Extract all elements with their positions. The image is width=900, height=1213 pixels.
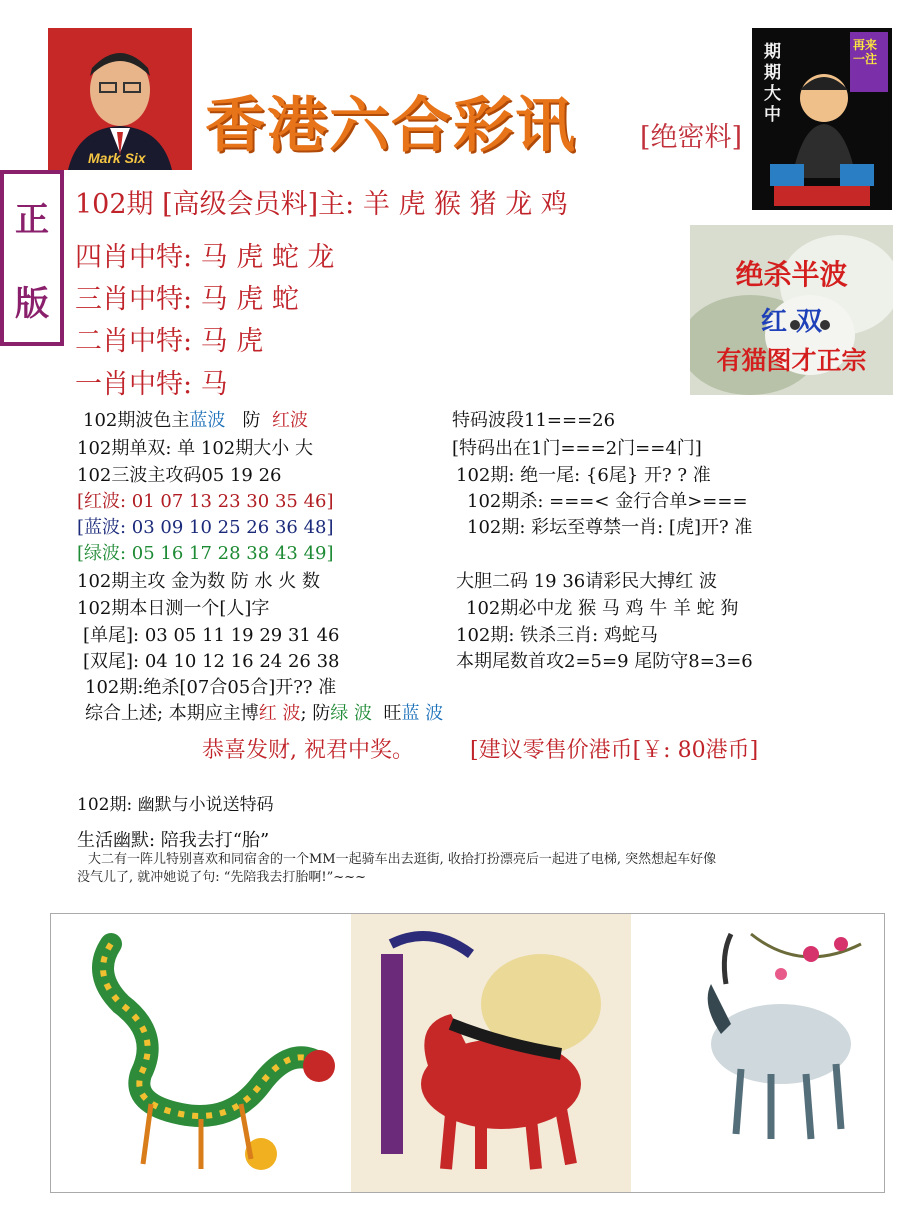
odd-even-line: 102期单双: 单 102期大小 大 xyxy=(77,438,313,459)
cat-banner-line-3: 有猫图才正宗 xyxy=(716,346,867,375)
special-range-line: 特码波段11===26 xyxy=(452,410,616,431)
goat-painting-image xyxy=(631,914,885,1192)
double-tail-line: [双尾]: 04 10 12 16 24 26 38 xyxy=(83,651,340,672)
character-line: 102期本日测一个[人]字 xyxy=(77,598,270,619)
summary-line xyxy=(85,699,443,725)
cat-banner xyxy=(690,225,893,395)
summary-green: 绿 波 xyxy=(330,703,373,724)
wave-guard: 红波 xyxy=(271,410,308,431)
page-subtitle: [绝密料] xyxy=(640,122,743,153)
joke-body-2: 没气儿了, 就冲她说了句: “先陪我去打胎啊!”~~~ xyxy=(77,870,366,885)
authentic-badge xyxy=(0,170,64,346)
horse-papercut-image xyxy=(351,914,631,1192)
bold-two-codes-line: 大胆二码 19 36请彩民大搏红 波 xyxy=(456,571,717,592)
photo-caption: Mark Six xyxy=(88,150,146,166)
main-zodiac-line: 102期 [高级会员料]主: 羊 虎 猴 猪 龙 鸡 xyxy=(75,189,568,220)
blue-wave-numbers: [蓝波: 03 09 10 25 26 36 48] xyxy=(77,517,334,538)
summary-mid2: 旺 xyxy=(372,703,402,724)
cat-banner-line-2: 红 双 xyxy=(760,307,823,337)
summary-mid: ; 防 xyxy=(300,703,331,724)
wave-main: 蓝波 xyxy=(189,410,226,431)
mascot-image xyxy=(752,28,892,210)
wave-mid: 防 xyxy=(225,410,272,431)
joke-heading: 102期: 幽默与小说送特码 xyxy=(77,795,274,815)
mascot-caption: 期期大中 xyxy=(764,42,781,125)
four-zodiac-line: 四肖中特: 马 虎 蛇 龙 xyxy=(75,242,335,273)
special-door-line: [特码出在1门===2门==4门] xyxy=(452,438,702,459)
wave-prefix: 102期波色主 xyxy=(83,410,190,431)
iron-kill-line: 102期: 铁杀三肖: 鸡蛇马 xyxy=(456,625,658,646)
price-text: [建议零售价港币[￥: 80港币] xyxy=(470,738,759,763)
one-zodiac-line: 一肖中特: 马 xyxy=(75,369,228,400)
zodiac-image-strip xyxy=(50,913,885,1193)
summary-red: 红 波 xyxy=(258,703,301,724)
mascot-badge: 再来一注 xyxy=(853,38,878,66)
summary-prefix: 综合上述; 本期应主博 xyxy=(85,703,259,724)
badge-char-2: 版 xyxy=(15,283,49,324)
kill-element-line: 102期杀: ===< 金行合单>=== xyxy=(467,491,748,512)
joke-body-1: 大二有一阵儿特别喜欢和同宿舍的一个MM一起骑车出去逛街, 收拾打扮漂亮后一起进了电梯, 突然想起车好像 xyxy=(88,852,717,867)
tail-kill-line: 102期: 绝一尾: {6尾} 开? ? 准 xyxy=(456,465,711,486)
wave-color-line xyxy=(83,406,308,432)
tail-attack-line: 本期尾数首攻2=5=9 尾防守8=3=6 xyxy=(456,651,753,672)
green-wave-numbers: [绿波: 05 16 17 28 38 43 49] xyxy=(77,543,334,564)
three-zodiac-line: 三肖中特: 马 虎 蛇 xyxy=(75,284,299,315)
page-title: 香港六合彩讯 xyxy=(205,91,577,161)
banned-zodiac-line: 102期: 彩坛至尊禁一肖: [虎]开? 准 xyxy=(467,517,753,538)
congrats-text: 恭喜发财, 祝君中奖。 xyxy=(202,738,414,763)
joke-title: 生活幽默: 陪我去打“胎” xyxy=(77,830,270,851)
dragon-image xyxy=(51,914,351,1192)
two-zodiac-line: 二肖中特: 马 虎 xyxy=(75,326,264,357)
host-photo xyxy=(48,28,192,170)
badge-char-1: 正 xyxy=(15,199,49,240)
single-tail-line: [单尾]: 03 05 11 19 29 31 46 xyxy=(83,625,340,646)
red-wave-numbers: [红波: 01 07 13 23 30 35 46] xyxy=(77,491,334,512)
three-wave-line: 102三波主攻码05 19 26 xyxy=(77,465,282,486)
attack-line: 102期主攻 金为数 防 水 火 数 xyxy=(77,571,320,592)
summary-blue: 蓝 波 xyxy=(401,703,444,724)
kill-line: 102期:绝杀[07合05合]开?? 准 xyxy=(85,677,337,698)
must-hit-line: 102期必中龙 猴 马 鸡 牛 羊 蛇 狗 xyxy=(466,598,739,619)
cat-banner-line-1: 绝杀半波 xyxy=(735,258,848,291)
